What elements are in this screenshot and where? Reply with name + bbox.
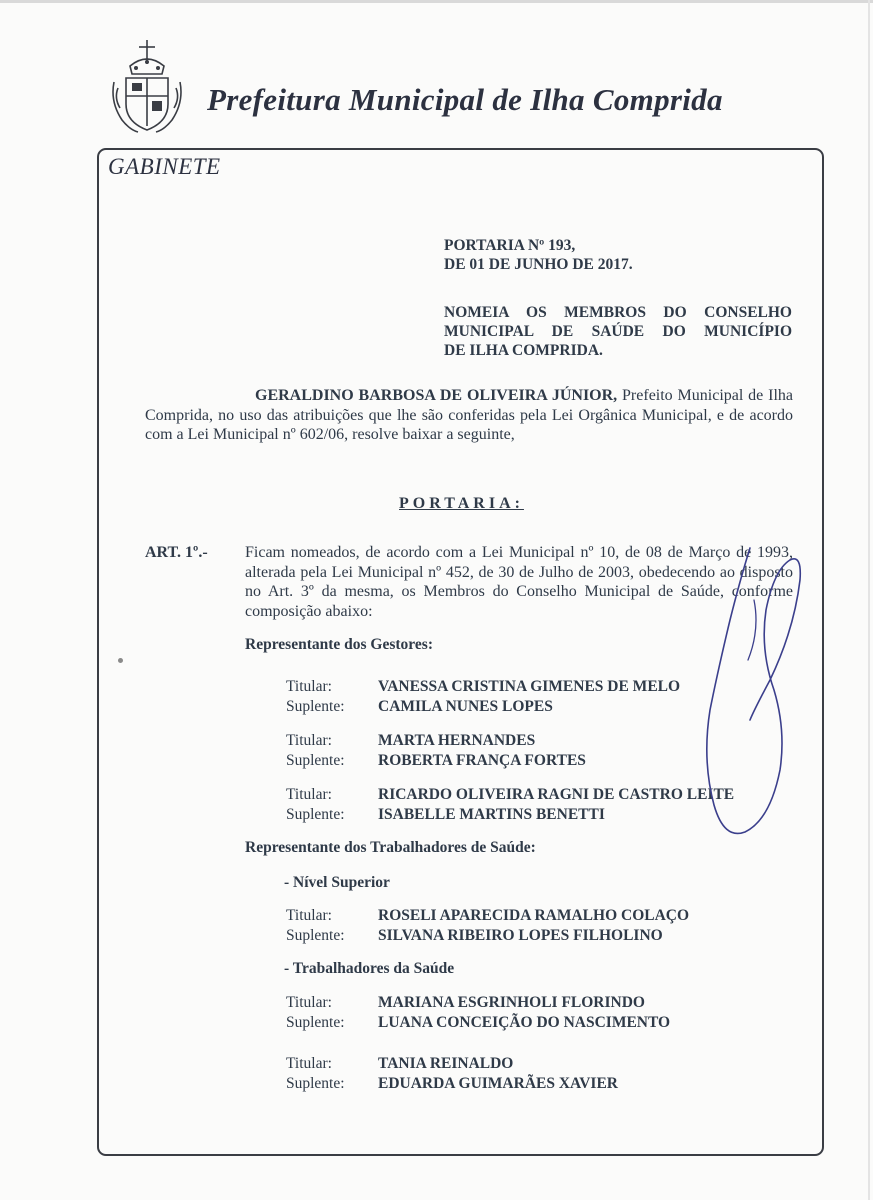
member-name: VANESSA CRISTINA GIMENES DE MELO — [378, 678, 681, 695]
suplente-label: Suplente: — [286, 806, 345, 823]
titular-label: Titular: — [286, 732, 332, 749]
member-name: ROSELI APARECIDA RAMALHO COLAÇO — [378, 907, 690, 924]
member-suplente-row — [286, 805, 605, 825]
member-suplente-row — [286, 751, 586, 771]
member-titular-row — [286, 731, 535, 751]
page-right-edge — [868, 0, 870, 1200]
portaria-number — [444, 236, 804, 274]
member-name: ROBERTA FRANÇA FORTES — [378, 752, 586, 769]
member-name: ISABELLE MARTINS BENETTI — [378, 806, 605, 823]
suplente-label: Suplente: — [286, 1075, 345, 1092]
member-name: TANIA REINALDO — [378, 1055, 514, 1072]
member-titular-row — [286, 785, 734, 805]
gestores-heading: Representante dos Gestores: — [245, 636, 433, 653]
member-titular-row — [286, 677, 680, 697]
preamble — [145, 386, 793, 445]
article-text: Ficam nomeados, de acordo com a Lei Municipal nº 10, de 08 de Março de 1993, alterada pela Lei Municipal nº 452, de 30 de Julho de 2003, obedecendo ao disposto no Art. 3º da mesma, os Membros do Conselho Municipal de Saúde, conforme composição abaixo: — [245, 544, 793, 620]
municipal-coat-of-arms-icon — [108, 38, 186, 138]
titular-label: Titular: — [286, 786, 332, 803]
member-name: EDUARDA GUIMARÃES XAVIER — [378, 1075, 618, 1092]
municipality-title: Prefeitura Municipal de Ilha Comprida — [207, 82, 723, 117]
suplente-label: Suplente: — [286, 752, 345, 769]
trabalhadores-saude-heading: - Trabalhadores da Saúde — [284, 960, 455, 977]
member-name: MARTA HERNANDES — [378, 732, 536, 749]
titular-label: Titular: — [286, 678, 332, 695]
member-titular-row — [286, 906, 689, 926]
member-suplente-row — [286, 1013, 670, 1033]
member-name: LUANA CONCEIÇÃO DO NASCIMENTO — [378, 1014, 671, 1031]
scan-speck — [118, 658, 123, 663]
member-suplente-row — [286, 1074, 618, 1094]
titular-label: Titular: — [286, 1055, 332, 1072]
member-name: RICARDO OLIVEIRA RAGNI DE CASTRO LEITE — [378, 786, 735, 803]
member-name: CAMILA NUNES LOPES — [378, 698, 553, 715]
ementa-line: DE ILHA COMPRIDA. — [444, 342, 603, 359]
article-label: ART. 1º.- — [145, 544, 208, 561]
titular-label: Titular: — [286, 994, 332, 1011]
page-top-edge — [0, 0, 873, 3]
suplente-label: Suplente: — [286, 698, 345, 715]
section-label: GABINETE — [108, 154, 221, 179]
mayor-name: GERALDINO BARBOSA DE OLIVEIRA JÚNIOR, — [255, 387, 618, 404]
handwritten-signature — [690, 540, 820, 850]
member-titular-row — [286, 993, 645, 1013]
ementa-line: NOMEIA OS MEMBROS DO CONSELHO — [444, 304, 792, 321]
member-suplente-row — [286, 697, 553, 717]
member-name: MARIANA ESGRINHOLI FLORINDO — [378, 994, 645, 1011]
member-titular-row — [286, 1054, 513, 1074]
member-name: SILVANA RIBEIRO LOPES FILHOLINO — [378, 927, 663, 944]
member-suplente-row — [286, 926, 663, 946]
trabalhadores-heading: Representante dos Trabalhadores de Saúde: — [245, 839, 536, 856]
ementa — [444, 303, 792, 360]
suplente-label: Suplente: — [286, 1014, 345, 1031]
ementa-line: MUNICIPAL DE SAÚDE DO MUNICÍPIO — [444, 323, 792, 340]
nivel-superior-heading: - Nível Superior — [284, 874, 390, 891]
portaria-heading: PORTARIA: — [399, 495, 524, 512]
titular-label: Titular: — [286, 907, 332, 924]
portaria-number-line: PORTARIA Nº 193, — [444, 237, 576, 254]
portaria-date-line: DE 01 DE JUNHO DE 2017. — [444, 256, 633, 273]
suplente-label: Suplente: — [286, 927, 345, 944]
preamble-text: Prefeito Municipal de Ilha Comprida, no uso das atribuições que lhe são conferidas pela Lei Orgânica Municipal, e de acordo com a Lei Municipal nº 602/06, resolve baixar a seguinte, — [145, 387, 793, 443]
